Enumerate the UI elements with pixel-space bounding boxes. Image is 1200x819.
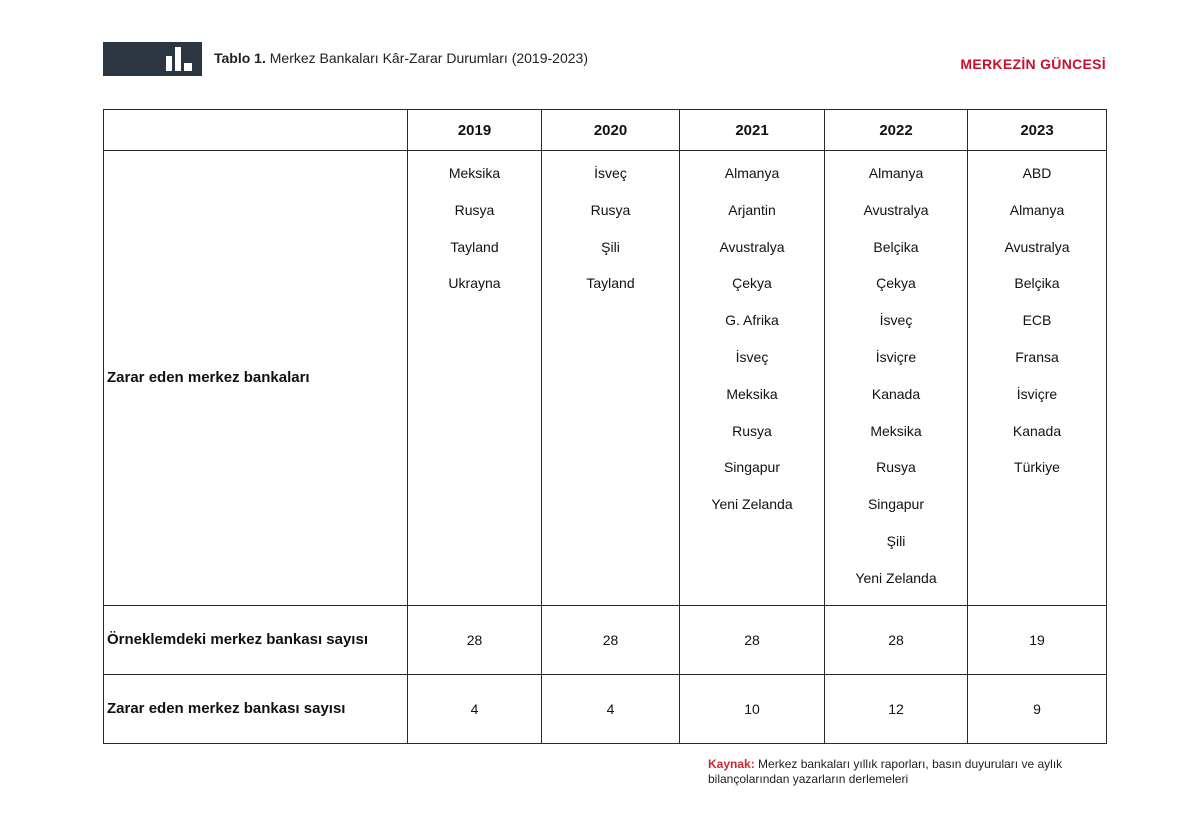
bank-name: Meksika: [448, 165, 501, 181]
brand-logo-text: MERKEZİN GÜNCESİ: [960, 56, 1106, 72]
bank-name: Meksika: [726, 385, 778, 402]
loss-list-cell: [542, 151, 680, 606]
year-header: 2022: [825, 110, 968, 151]
table-number: Tablo 1.: [214, 50, 266, 66]
bank-name: Çekya: [732, 275, 772, 292]
bank-name: Tayland: [450, 238, 499, 255]
bank-name: Almanya: [868, 165, 924, 181]
table-caption: [214, 50, 588, 66]
year-header: 2019: [408, 110, 542, 151]
bank-name: İsviçre: [1016, 385, 1058, 402]
bank-name: G. Afrika: [725, 312, 779, 329]
bank-name: Ukrayna: [448, 275, 501, 292]
bank-name: Tayland: [586, 275, 635, 292]
bank-name: Belçika: [873, 238, 919, 255]
bank-name: Singapur: [867, 496, 925, 513]
bank-name: Şili: [886, 532, 906, 549]
bank-list: [680, 151, 824, 531]
bank-name: İsviçre: [875, 348, 917, 365]
bank-list: [408, 151, 541, 310]
loss-list-cell: [408, 151, 542, 606]
loss-list-cell: [968, 151, 1107, 606]
table-title: Merkez Bankaları Kâr-Zarar Durumları (2019-2023): [269, 50, 588, 66]
bank-name: İsveç: [879, 312, 913, 329]
year-header: 2021: [680, 110, 825, 151]
bank-name: Singapur: [723, 459, 781, 476]
bank-name: Arjantin: [728, 201, 776, 218]
row-label: Zarar eden merkez bankaları: [104, 151, 408, 606]
loss-count-row: [104, 674, 1107, 743]
loss-list-cell: [825, 151, 968, 606]
loss-count-cell: 10: [680, 674, 825, 743]
bank-name: Şili: [601, 238, 620, 255]
bank-name: Rusya: [590, 201, 631, 218]
profit-loss-table: [103, 109, 1107, 744]
loss-count-cell: 9: [968, 674, 1107, 743]
bank-name: Almanya: [1009, 201, 1065, 218]
bank-name: Türkiye: [1014, 459, 1060, 476]
bank-name: Rusya: [732, 422, 772, 439]
bank-name: Yeni Zelanda: [855, 569, 937, 586]
sample-count-cell: 28: [680, 605, 825, 674]
header-row: [104, 110, 1107, 151]
bank-name: Avustralya: [863, 201, 929, 218]
bank-name: Çekya: [876, 275, 916, 292]
loss-count-cell: 4: [542, 674, 680, 743]
bank-name: ECB: [1022, 312, 1052, 329]
loss-count-cell: 12: [825, 674, 968, 743]
source-label: Kaynak:: [708, 757, 755, 771]
bank-name: İsveç: [594, 165, 627, 181]
sample-count-cell: 28: [825, 605, 968, 674]
loss-count-cell: 4: [408, 674, 542, 743]
source-note: [708, 757, 1118, 787]
bank-name: Meksika: [870, 422, 922, 439]
bank-name: Rusya: [454, 201, 495, 218]
bank-list: [968, 151, 1106, 494]
bank-list: [542, 151, 679, 310]
bank-name: Rusya: [876, 459, 916, 476]
bank-name: ABD: [1022, 165, 1052, 181]
bank-name: Belçika: [1014, 275, 1060, 292]
row-label: Örneklemdeki merkez bankası sayısı: [104, 605, 408, 674]
bank-name: Kanada: [1012, 422, 1062, 439]
bank-list: [825, 151, 967, 605]
year-header: 2023: [968, 110, 1107, 151]
bank-name: İsveç: [735, 348, 769, 365]
corner-cell: [104, 110, 408, 151]
loss-list-cell: [680, 151, 825, 606]
header-badge: [103, 42, 202, 76]
bank-name: Yeni Zelanda: [711, 496, 793, 513]
bank-name: Almanya: [724, 165, 780, 181]
row-label: Zarar eden merkez bankası sayısı: [104, 674, 408, 743]
sample-count-cell: 19: [968, 605, 1107, 674]
sample-count-row: [104, 605, 1107, 674]
bank-name: Fransa: [1015, 348, 1059, 365]
bar-chart-icon: [164, 47, 194, 71]
bank-name: Avustralya: [1004, 238, 1070, 255]
sample-count-cell: 28: [408, 605, 542, 674]
bank-name: Kanada: [871, 385, 921, 402]
year-header: 2020: [542, 110, 680, 151]
source-text: Merkez bankaları yıllık raporları, basın duyuruları ve aylık bilançolarından yazarların derlemeleri: [708, 757, 1063, 786]
loss-banks-row: [104, 151, 1107, 606]
bank-name: Avustralya: [719, 238, 785, 255]
sample-count-cell: 28: [542, 605, 680, 674]
